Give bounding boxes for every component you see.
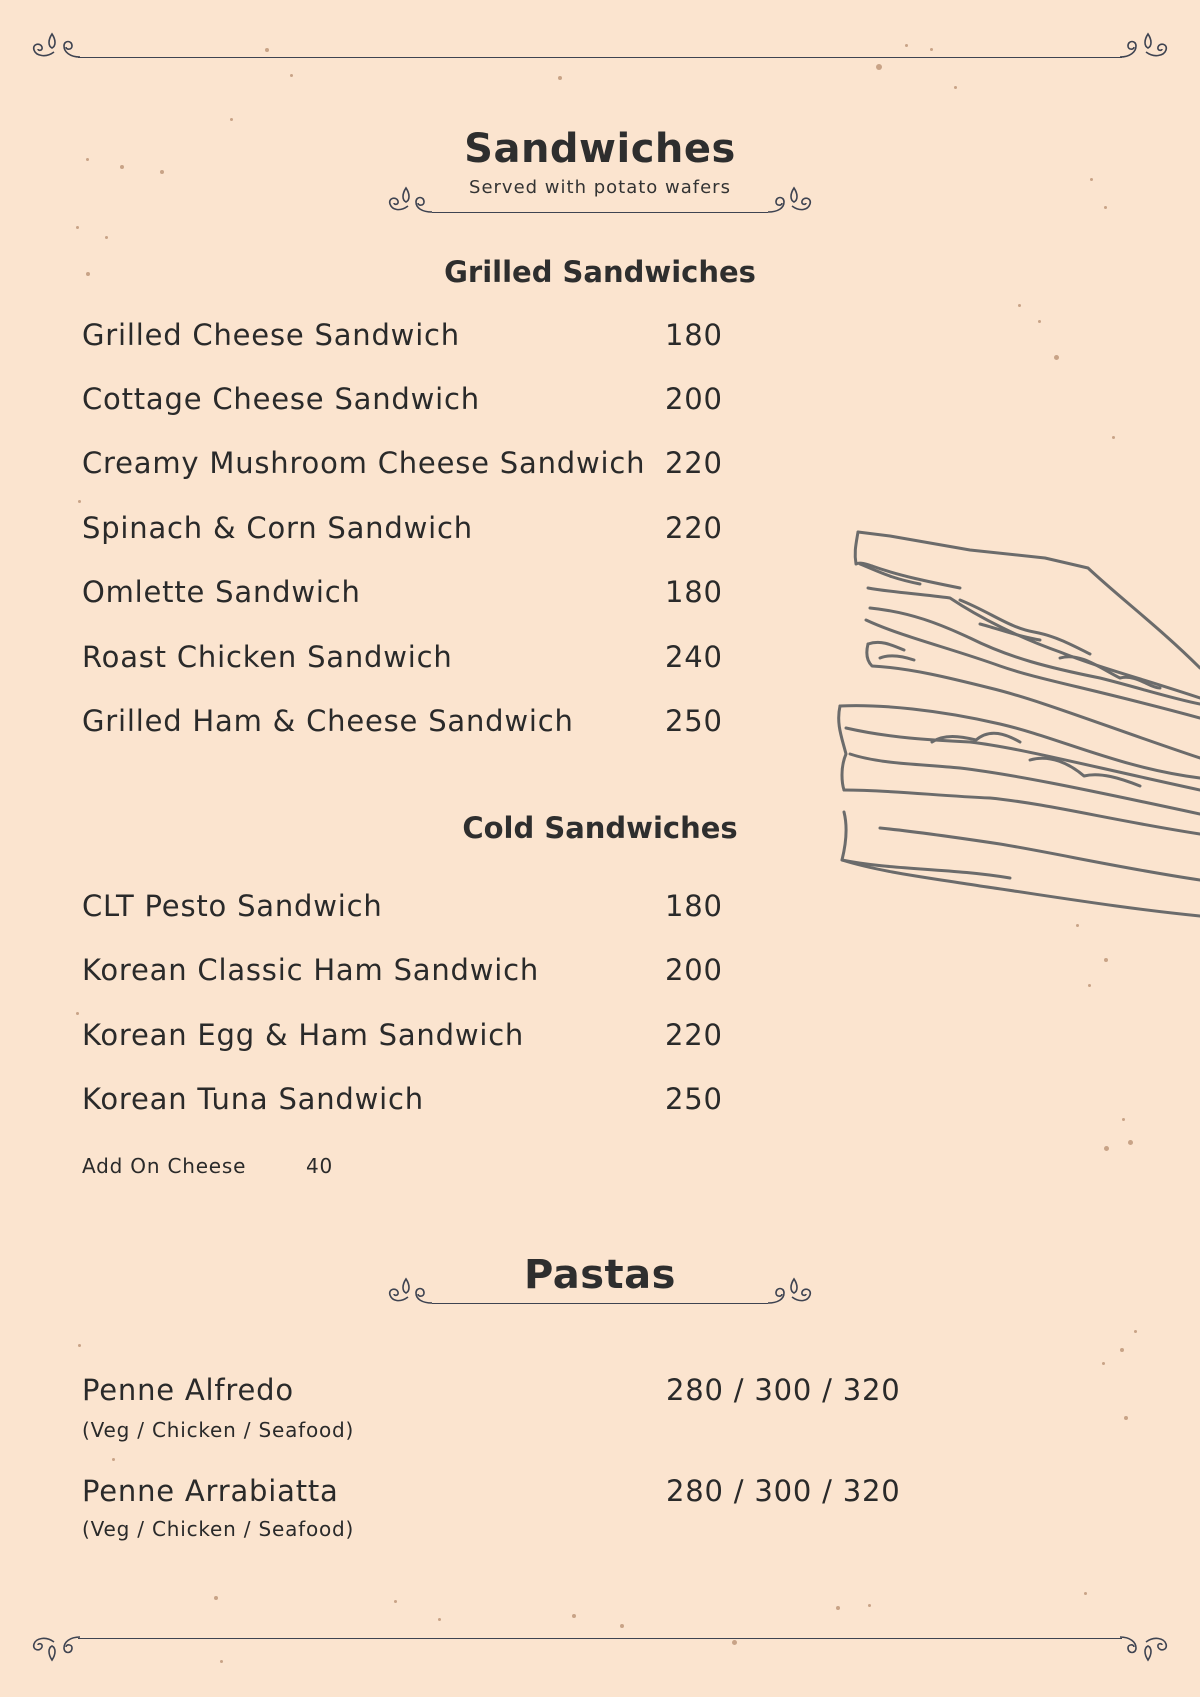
menu-item-name: Creamy Mushroom Cheese Sandwich [82,446,646,480]
menu-item-price: 220 [665,446,723,480]
pastas-divider-rule [432,1303,768,1304]
swirl-ornament-icon [386,184,434,218]
menu-item-name: Grilled Cheese Sandwich [82,318,460,352]
pasta-item-name: Penne Arrabiatta [82,1474,339,1508]
menu-item-price: 180 [665,889,723,923]
pastas-title: Pastas [524,1252,676,1298]
top-border-rule [78,57,1122,58]
pasta-item-name: Penne Alfredo [82,1373,294,1407]
menu-item-name: Korean Classic Ham Sandwich [82,953,540,987]
sandwich-sketch-icon [820,528,1200,928]
menu-item-price: 180 [665,318,723,352]
menu-item-name: Omlette Sandwich [82,575,361,609]
menu-item-price: 200 [665,953,723,987]
pasta-item-price: 280 / 300 / 320 [666,1373,901,1407]
menu-item-price: 200 [665,382,723,416]
swirl-ornament-icon [30,1630,82,1664]
menu-item-name: Grilled Ham & Cheese Sandwich [82,704,574,738]
menu-item-price: 220 [665,1018,723,1052]
menu-item-name: CLT Pesto Sandwich [82,889,383,923]
pasta-item-variants: (Veg / Chicken / Seafood) [82,1418,355,1442]
sandwiches-divider-rule [432,212,768,213]
grilled-sandwiches-heading: Grilled Sandwiches [444,255,756,289]
sandwiches-title: Sandwiches [464,126,736,172]
menu-item-name: Cottage Cheese Sandwich [82,382,480,416]
cold-sandwiches-heading: Cold Sandwiches [462,811,738,845]
swirl-ornament-icon [1118,30,1170,64]
addon-price: 40 [306,1154,334,1178]
menu-item-name: Roast Chicken Sandwich [82,640,453,674]
menu-item-price: 250 [665,704,723,738]
bottom-border-rule [78,1638,1122,1639]
menu-item-price: 250 [665,1082,723,1116]
menu-item-price: 240 [665,640,723,674]
swirl-ornament-icon [386,1275,434,1309]
swirl-ornament-icon [1118,1630,1170,1664]
swirl-ornament-icon [30,30,82,64]
swirl-ornament-icon [766,184,814,218]
menu-item-name: Korean Tuna Sandwich [82,1082,424,1116]
menu-item-price: 220 [665,511,723,545]
swirl-ornament-icon [766,1275,814,1309]
menu-item-name: Spinach & Corn Sandwich [82,511,473,545]
menu-item-name: Korean Egg & Ham Sandwich [82,1018,525,1052]
sandwiches-subtitle: Served with potato wafers [469,177,731,198]
addon-label: Add On Cheese [82,1154,247,1178]
menu-item-price: 180 [665,575,723,609]
pasta-item-variants: (Veg / Chicken / Seafood) [82,1517,355,1541]
pasta-item-price: 280 / 300 / 320 [666,1474,901,1508]
